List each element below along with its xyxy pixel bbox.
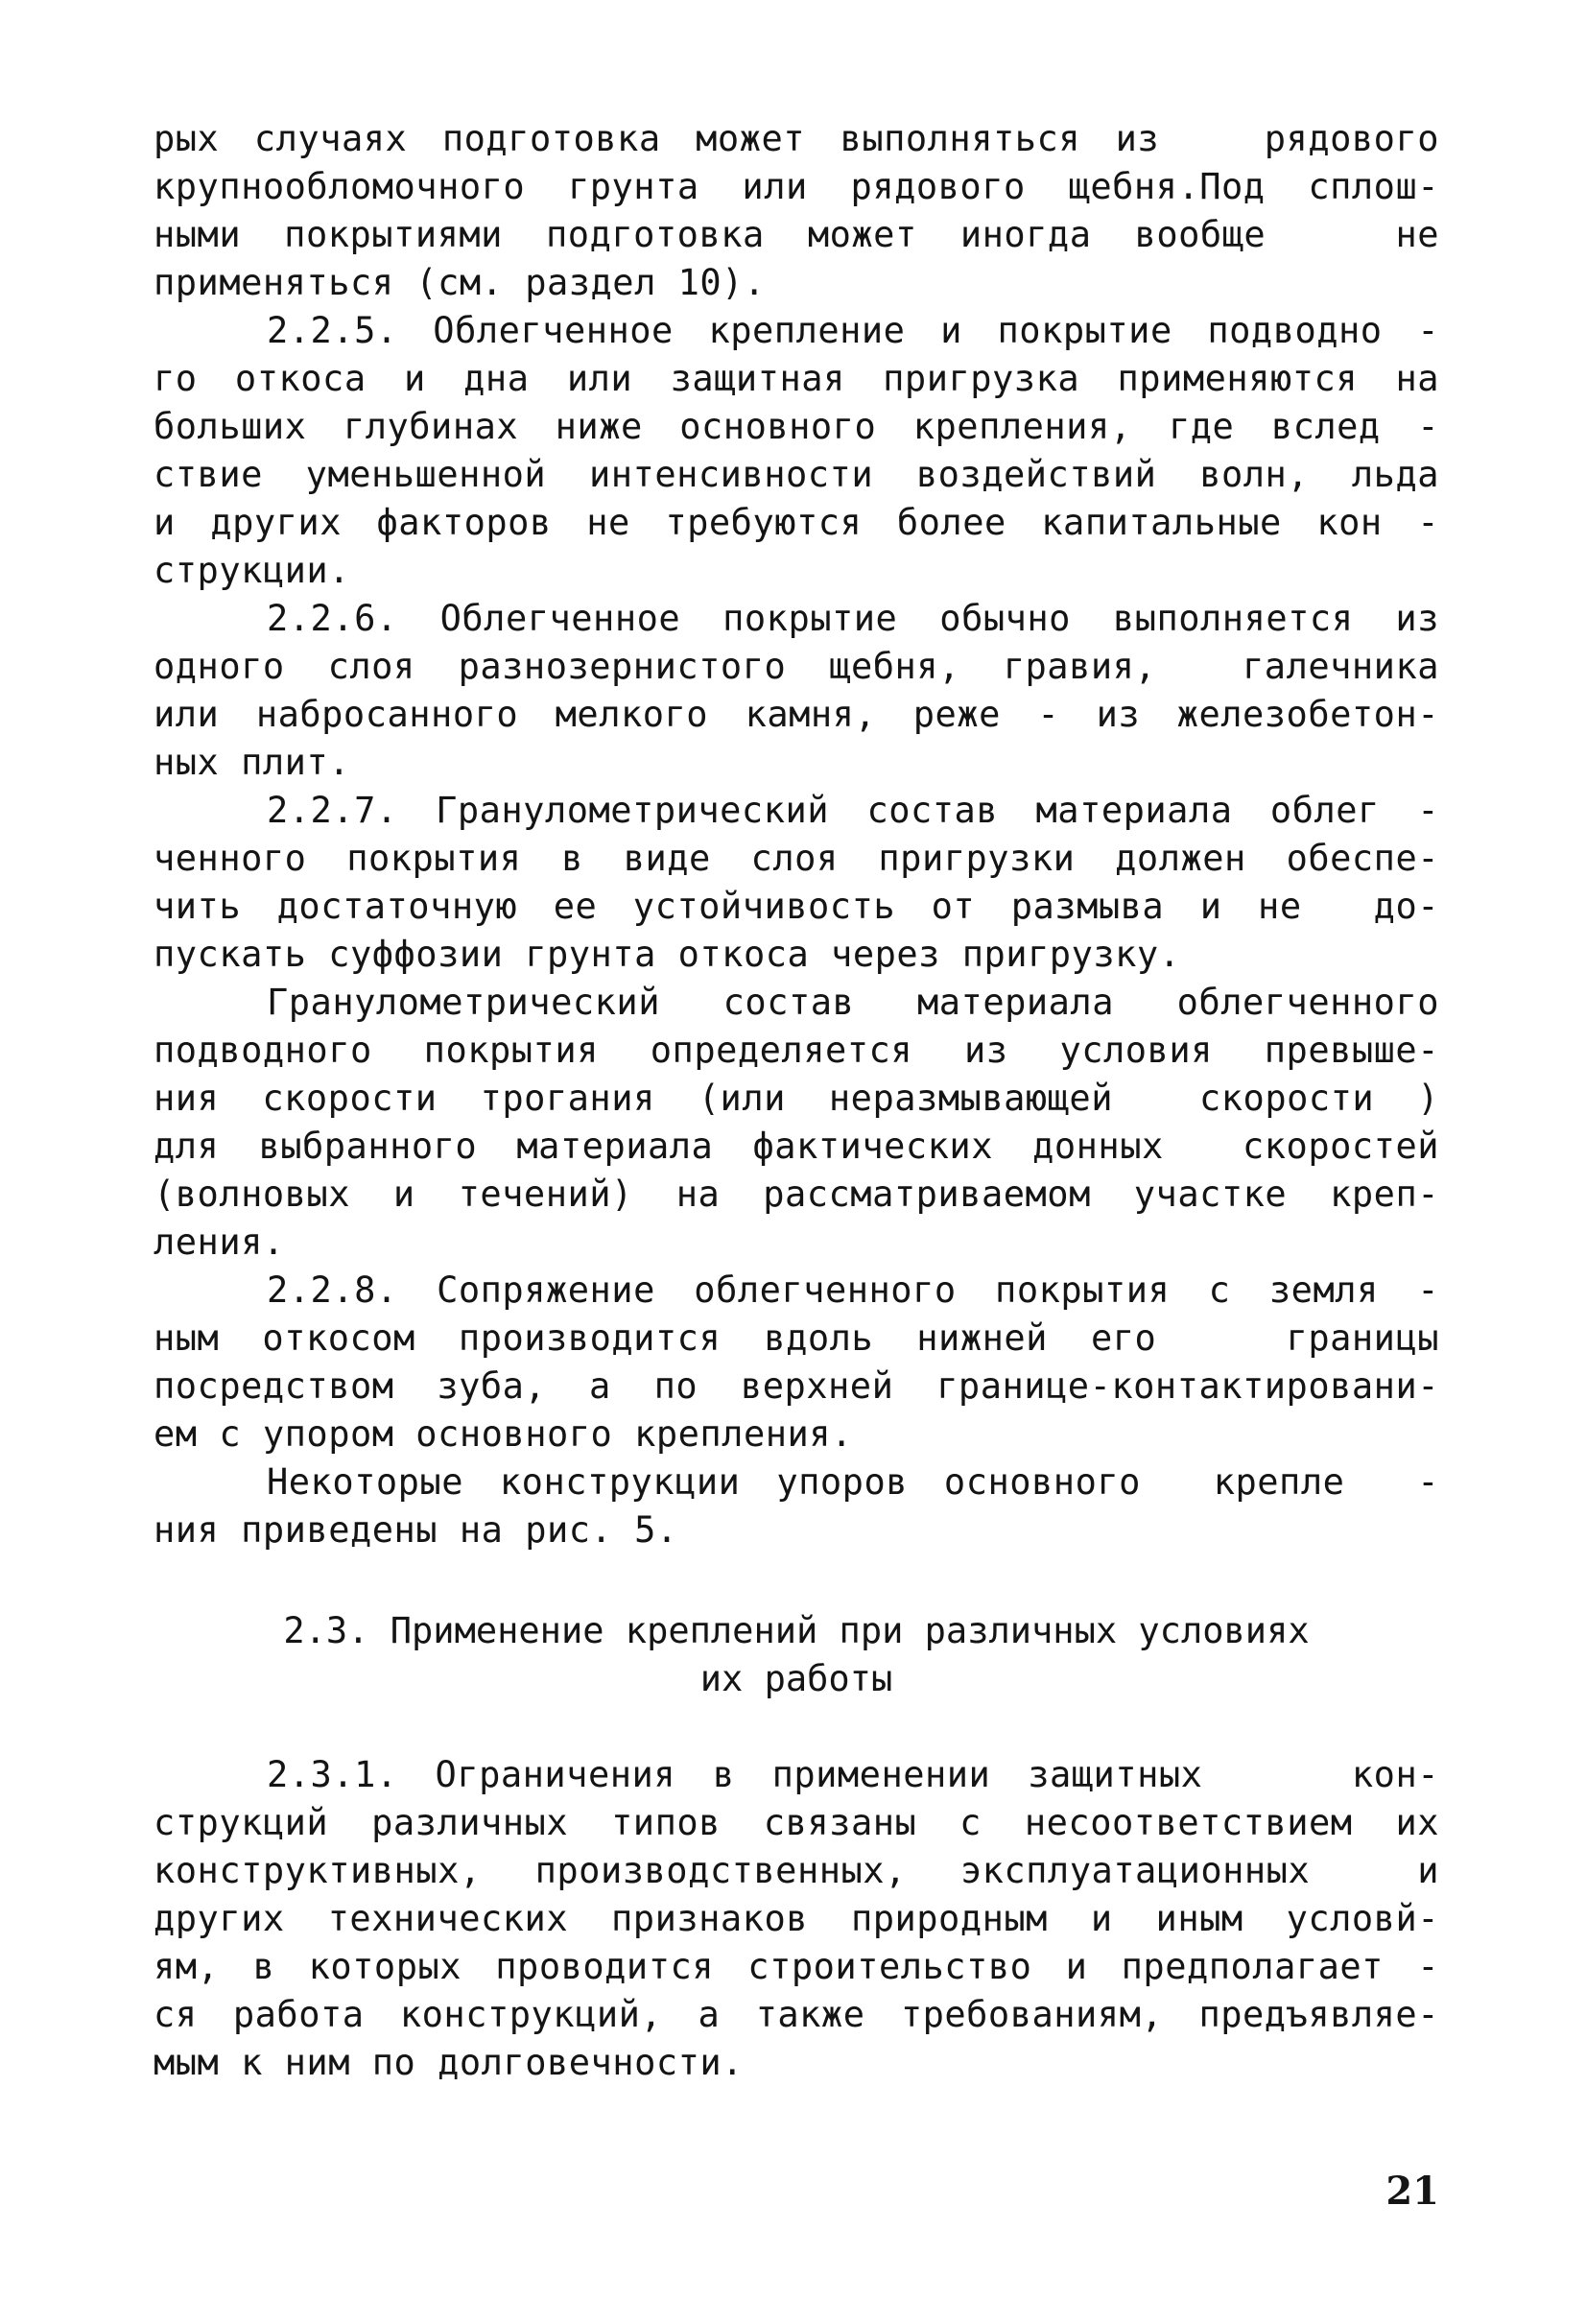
text-line: го откоса и дна или защитная пригрузка применяются на <box>154 358 1439 399</box>
text-line: ных плит. <box>154 742 350 783</box>
text-line: применяться (см. раздел 10). <box>154 262 766 303</box>
text-line: 2.2.5. Облегченное крепление и покрытие подводно - <box>267 310 1439 351</box>
text-line: конструктивных, производственных, эксплуатационных и <box>154 1850 1439 1891</box>
text-line: и других факторов не требуются более капитальные кон - <box>154 502 1439 543</box>
section-heading: 2.3. Применение креплений при различных условиях <box>283 1610 1310 1651</box>
text-line: крупнообломочного грунта или рядового щебня.Под сплош- <box>154 166 1439 207</box>
text-line: Некоторые конструкции упоров основного крепле - <box>267 1461 1439 1503</box>
text-line: для выбранного материала фактических донных скоростей <box>154 1126 1439 1167</box>
text-line: 2.2.8. Сопряжение облегченного покрытия с земля - <box>267 1269 1439 1311</box>
section-heading-continued: их работы <box>699 1658 893 1699</box>
text-line: ным откосом производится вдоль нижней его границы <box>154 1317 1439 1359</box>
text-line: струкций различных типов связаны с несоответствием их <box>154 1802 1439 1843</box>
text-line: 2.2.6. Облегченное покрытие обычно выполняется из <box>267 598 1439 639</box>
text-line: 2.3.1. Ограничения в применении защитных кон- <box>267 1754 1439 1795</box>
text-line: пускать суффозии грунта откоса через пригрузку. <box>154 934 1181 975</box>
text-line: мым к ним по долговечности. <box>154 2042 744 2083</box>
text-line: ям, в которых проводится строительство и предполагает - <box>154 1946 1439 1987</box>
text-line: больших глубинах ниже основного крепления, где вслед - <box>154 406 1439 447</box>
text-line: ния приведены на рис. 5. <box>154 1509 678 1551</box>
text-line: 2.2.7. Гранулометрический состав материала облег - <box>267 790 1439 831</box>
text-line: посредством зуба, а по верхней границе-контактировани- <box>154 1365 1439 1407</box>
text-line: струкции. <box>154 550 350 591</box>
text-line: Гранулометрический состав материала облегченного <box>267 982 1439 1023</box>
page-number: 21 <box>1385 2169 1439 2214</box>
text-line: или набросанного мелкого камня, реже - из железобетон- <box>154 694 1439 735</box>
text-line: рых случаях подготовка может выполняться из рядового <box>154 118 1439 159</box>
text-line: ния скорости трогания (или неразмывающей скорости ) <box>154 1078 1439 1119</box>
text-line: ем с упором основного крепления. <box>154 1413 853 1455</box>
text-line: ся работа конструкций, а также требованиям, предъявляе- <box>154 1994 1439 2035</box>
text-line: ления. <box>154 1221 285 1263</box>
text-line: ствие уменьшенной интенсивности воздействий волн, льда <box>154 454 1439 495</box>
text-line: ными покрытиями подготовка может иногда вообще не <box>154 214 1439 255</box>
text-line: (волновых и течений) на рассматриваемом участке креп- <box>154 1174 1439 1215</box>
text-line: одного слоя разнозернистого щебня, гравия, галечника <box>154 646 1439 687</box>
text-line: других технических признаков природным и иным условй- <box>154 1898 1439 1939</box>
text-line: подводного покрытия определяется из условия превыше- <box>154 1030 1439 1071</box>
text-line: чить достаточную ее устойчивость от размыва и не до- <box>154 886 1439 927</box>
text-line: ченного покрытия в виде слоя пригрузки должен обеспе- <box>154 838 1439 879</box>
